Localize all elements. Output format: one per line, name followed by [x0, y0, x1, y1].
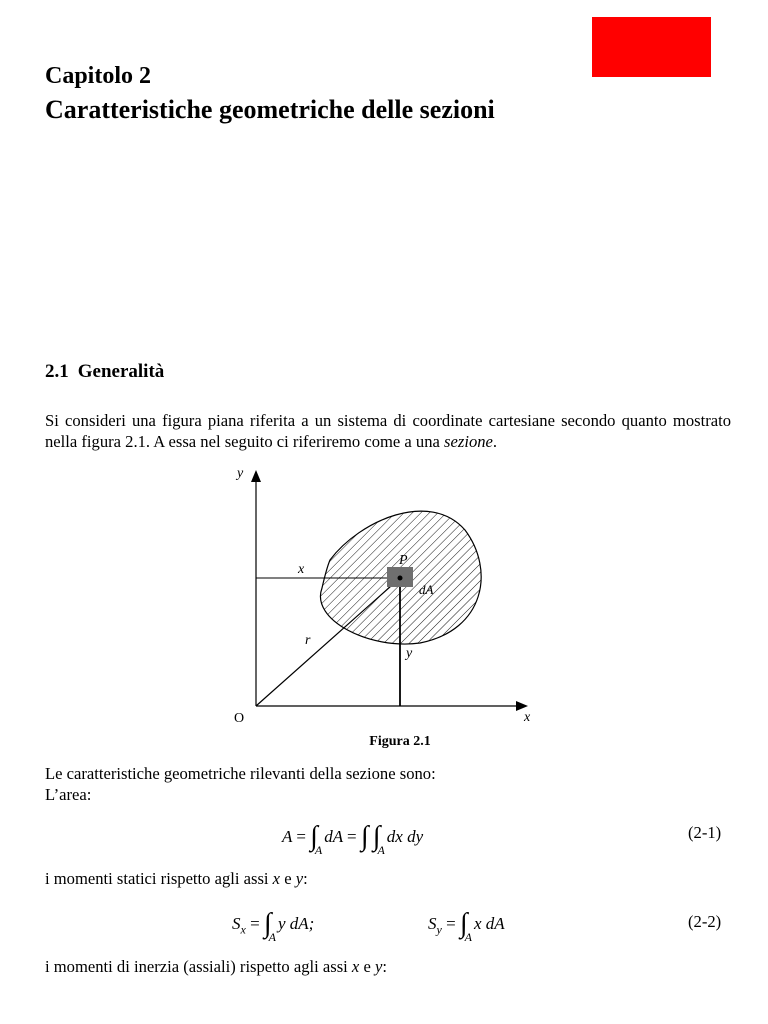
eq1-lhs: A: [282, 827, 293, 846]
static-moments-var-x: x: [272, 869, 281, 888]
chapter-label: Capitolo 2: [45, 63, 152, 89]
integral-sign: ∫: [263, 908, 272, 939]
point-p-marker: [398, 576, 403, 581]
eq1-integrand-1: dA: [324, 827, 343, 846]
intro-text: Si consideri una figura piana riferita a un sistema di coordinate cartesiane secondo quanto mostrato nella figura 2.1. A essa nel seguito ci riferiremo come a una: [45, 411, 731, 451]
area-element-label: dA: [419, 582, 434, 597]
static-moments-var-y: y: [295, 869, 304, 888]
eq2-sx-integrand: y dA;: [277, 914, 315, 933]
section-title: Generalità: [77, 361, 165, 382]
eq2-sy-equals: =: [446, 914, 456, 933]
integral-sign: ∫: [360, 821, 369, 852]
inertia-text: i momenti di inerzia (assiali) rispetto agli assi: [45, 957, 352, 976]
eq1-equals: =: [296, 827, 306, 846]
properties-paragraph: [45, 763, 731, 805]
x-coordinate-label: x: [298, 562, 305, 577]
radius-label: r: [305, 633, 311, 648]
inertia-paragraph: [45, 956, 731, 977]
properties-line-2: L’area:: [45, 785, 92, 804]
section-figure: [228, 460, 548, 732]
chapter-title: Caratteristiche geometriche delle sezioni: [45, 95, 495, 124]
equation-static-moment-y: [428, 905, 505, 944]
inertia-conj: e: [359, 957, 375, 976]
inertia-end: :: [382, 957, 387, 976]
figure-caption: Figura 2.1: [369, 734, 431, 749]
eq2-sy-limit: A: [464, 930, 472, 944]
eq1-limit-2: A: [377, 843, 385, 857]
equation-static-moment-x: [232, 905, 315, 944]
eq1-integrand-2: dx dy: [386, 827, 424, 846]
equation-number-2-2: (2-2): [688, 912, 722, 931]
integral-sign: ∫: [459, 908, 468, 939]
inertia-var-x: x: [351, 957, 360, 976]
x-axis-label: x: [524, 710, 531, 725]
section-number: 2.1: [45, 361, 69, 382]
y-axis-arrowhead: [251, 470, 261, 482]
eq2-sx-limit: A: [268, 930, 276, 944]
eq2-sx-sub: x: [240, 922, 246, 937]
eq2-sy-integrand: x dA: [473, 914, 505, 933]
section-heading: [45, 360, 164, 384]
eq2-sx-symbol: S: [232, 914, 241, 933]
properties-line-1: Le caratteristiche geometriche rilevanti della sezione sono:: [45, 764, 436, 783]
integral-sign: ∫: [310, 821, 318, 852]
red-corner-box: [592, 17, 711, 77]
eq2-sy-symbol: S: [428, 914, 437, 933]
integral-sign: ∫: [372, 821, 381, 852]
equation-area: [282, 818, 424, 857]
y-coordinate-label: y: [406, 646, 413, 661]
point-p-label: P: [399, 553, 408, 568]
eq1-limit: A: [314, 843, 323, 857]
equation-number-2-1: (2-1): [688, 823, 722, 842]
eq1-equals-2: =: [347, 827, 357, 846]
origin-label: O: [234, 711, 245, 726]
static-moments-text: i momenti statici rispetto agli assi: [45, 869, 273, 888]
static-moments-end: :: [303, 869, 308, 888]
intro-emphasis: sezione: [444, 432, 493, 451]
eq2-sy-sub: y: [436, 922, 442, 937]
static-moments-conj: e: [280, 869, 296, 888]
inertia-var-y: y: [374, 957, 383, 976]
intro-paragraph: [45, 410, 731, 452]
eq2-sx-equals: =: [250, 914, 260, 933]
y-axis-label: y: [237, 466, 244, 481]
intro-end: .: [492, 432, 498, 451]
static-moments-paragraph: [45, 868, 731, 889]
